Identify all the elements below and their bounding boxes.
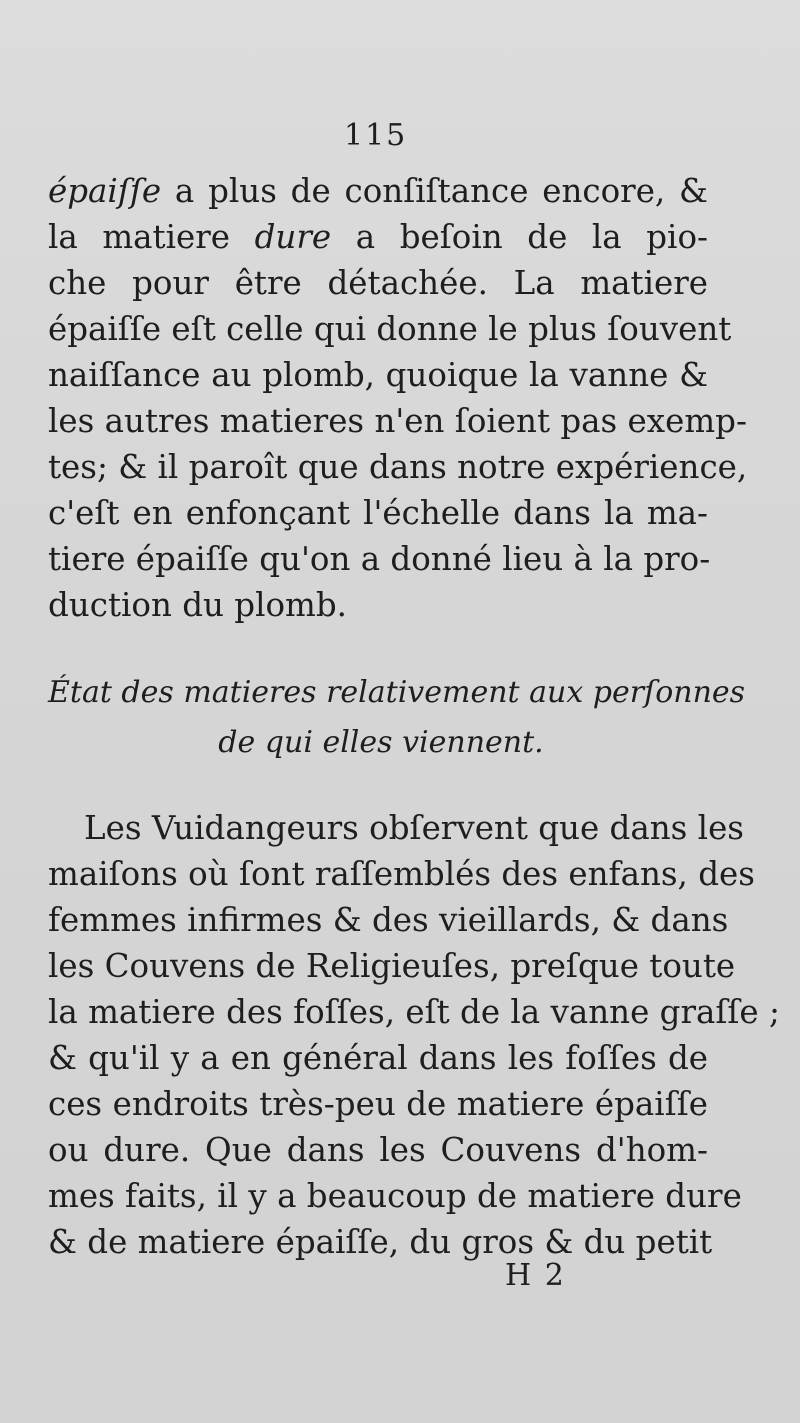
text-line: femmes infirmes & des vieillards, & dans xyxy=(48,901,729,939)
text-line: che pour être détachée. La matiere xyxy=(48,264,708,302)
italic-word: dure xyxy=(254,218,332,256)
page-number: 115 xyxy=(344,118,408,153)
text-line: c'eſt en enfonçant l'échelle dans la ma- xyxy=(48,494,708,532)
text-line: la matiere des foſſes, eſt de la vanne graſſe ; xyxy=(48,993,780,1031)
text-line: ou dure. Que dans les Couvens d'hom- xyxy=(48,1131,708,1169)
text-line: mes faits, il y a beaucoup de matiere dure xyxy=(48,1177,742,1215)
text-line: épaiſſe eſt celle qui donne le plus ſouvent xyxy=(48,310,732,348)
paragraph-1 xyxy=(48,168,748,628)
italic-word: épaiſſe xyxy=(48,172,162,210)
heading-line-1: État des matieres relativement aux perſonnes xyxy=(48,675,746,710)
heading-line-2: de qui elles viennent. xyxy=(218,725,544,760)
text-line: duction du plomb. xyxy=(48,586,348,624)
text-line: & qu'il y a en général dans les foſſes de xyxy=(48,1039,708,1077)
text-line: les Couvens de Religieuſes, preſque toute xyxy=(48,947,736,985)
text-line: tiere épaiſſe qu'on a donné lieu à la pro- xyxy=(48,540,711,578)
text-line: maiſons où ſont raſſemblés des enfans, des xyxy=(48,855,755,893)
text-line: les autres matieres n'en ſoient pas exemp- xyxy=(48,402,747,440)
text-line: Les Vuidangeurs obſervent que dans les xyxy=(84,809,744,847)
text-line: épaiſſe a plus de conſiſtance encore, & xyxy=(48,172,708,210)
text-line: naiſſance au plomb, quoique la vanne & xyxy=(48,356,708,394)
text-line: la matiere dure a beſoin de la pio- xyxy=(48,218,709,256)
section-heading xyxy=(48,668,746,768)
text-line: tes; & il paroît que dans notre expérience, xyxy=(48,448,748,486)
paragraph-2 xyxy=(48,805,780,1265)
text-line: & de matiere épaiſſe, du gros & du petit xyxy=(48,1223,713,1261)
signature-mark: H 2 xyxy=(505,1258,566,1293)
text-line: ces endroits très-peu de matiere épaiſſe xyxy=(48,1085,708,1123)
